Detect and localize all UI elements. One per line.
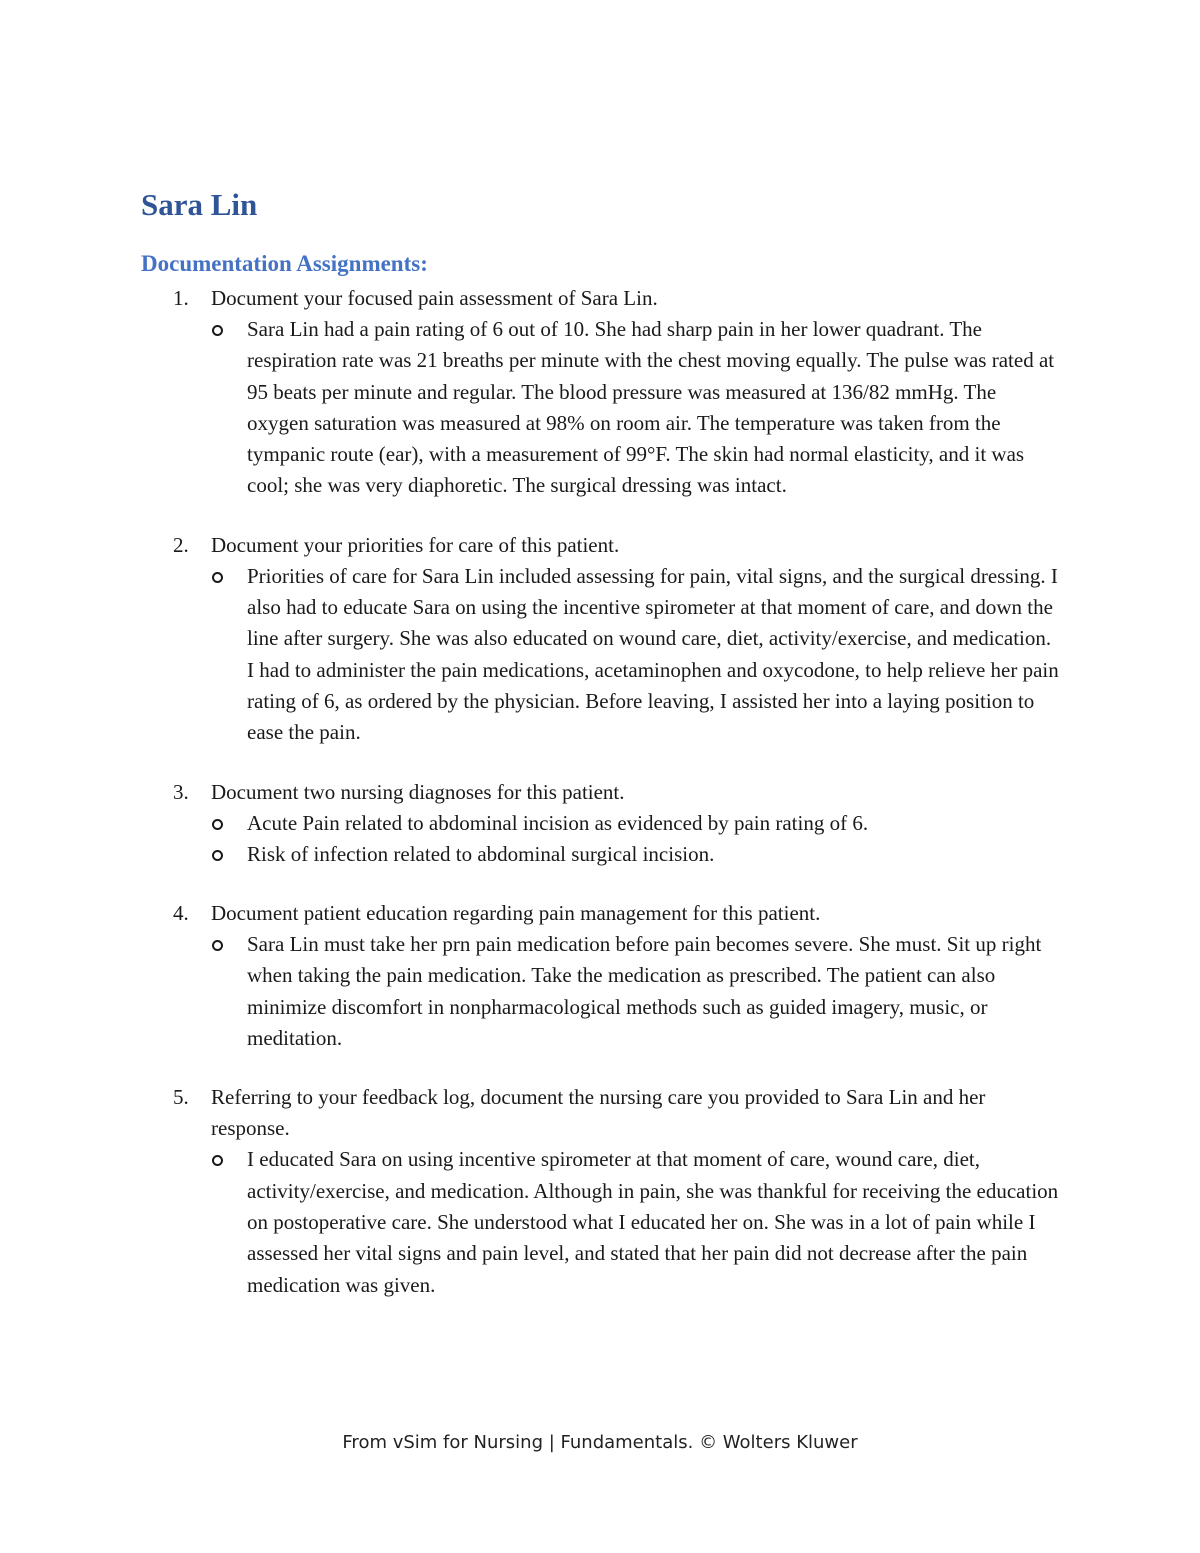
- assignment-question: Document patient education regarding pain management for this patient.: [211, 901, 821, 926]
- assignment-item-4: [0, 898, 1200, 1054]
- hollow-circle-bullet-icon: [212, 325, 223, 336]
- hollow-circle-bullet-icon: [212, 940, 223, 951]
- hollow-circle-bullet-icon: [212, 819, 223, 830]
- answer-text: Sara Lin had a pain rating of 6 out of 10. She had sharp pain in her lower quadrant. The respiration rate was 21 breaths per minute with the chest moving equally. The pulse was rated at 95 beats per minute and regular. The blood pressure was measured at 136/82 mmHg. The oxygen saturation was measured at 98% on room air. The temperature was taken from the tympanic route (ear), with a measurement of 99°F. The skin had normal elasticity, and it was cool; she was very diaphoretic. The surgical dressing was intact.: [247, 317, 1055, 498]
- page-footer: From vSim for Nursing | Fundamentals. © Wolters Kluwer: [342, 1432, 858, 1453]
- answer-item: [0, 561, 1062, 749]
- section-title: Documentation Assignments:: [141, 251, 428, 276]
- item-number: 1.: [173, 286, 189, 310]
- answer-list: [0, 1144, 1200, 1300]
- item-number: 2.: [173, 532, 189, 557]
- item-number: 4.: [173, 901, 189, 926]
- answer-item: [0, 839, 1062, 870]
- assignment-item-1: [0, 283, 1200, 502]
- answer-text: I educated Sara on using incentive spirometer at that moment of care, wound care, diet, activity/exercise, and medication. Although in pain, she was thankful for receiving the education on postoperative care. She understood what I educated her on. She was in a lot of pain while I assessed her vital signs and pain level, and stated that her pain did not decrease after the pain medication was given.: [247, 1147, 1059, 1297]
- assignment-question: Referring to your feedback log, document the nursing care you provided to Sara Lin and her response.: [211, 1085, 986, 1141]
- answer-list: [0, 561, 1200, 749]
- page-title: Sara Lin: [141, 187, 258, 222]
- answer-text: Priorities of care for Sara Lin included assessing for pain, vital signs, and the surgical dressing. I also had to educate Sara on using the incentive spirometer at that moment of care, and down the line after surgery. She was also educated on wound care, diet, activity/exercise, and medication. I had to administer the pain medications, acetaminophen and oxycodone, to help relieve her pain rating of 6, as ordered by the physician. Before leaving, I assisted her into a laying position to ease the pain.: [247, 563, 1059, 745]
- assignment-item-5: [0, 1082, 1200, 1300]
- answer-list: [0, 929, 1200, 1054]
- assignment-item-2: [0, 530, 1200, 749]
- assignment-question: Document your priorities for care of this patient.: [211, 532, 620, 557]
- answer-text: Risk of infection related to abdominal surgical incision.: [247, 841, 715, 866]
- answer-item: [0, 929, 1062, 1054]
- answer-item: [0, 1144, 1062, 1300]
- item-number: 5.: [173, 1085, 189, 1110]
- assignment-item-3: [0, 777, 1200, 871]
- hollow-circle-bullet-icon: [212, 850, 223, 861]
- hollow-circle-bullet-icon: [212, 572, 223, 583]
- assignment-question: Document two nursing diagnoses for this patient.: [211, 779, 625, 804]
- item-number: 3.: [173, 779, 189, 804]
- answer-item: [0, 314, 1062, 502]
- answer-item: [0, 808, 1062, 839]
- assignment-list: [0, 283, 1200, 1329]
- hollow-circle-bullet-icon: [212, 1155, 223, 1166]
- answer-list: [0, 314, 1200, 502]
- assignment-question: Document your focused pain assessment of Sara Lin.: [211, 286, 658, 310]
- answer-list: [0, 808, 1200, 871]
- answer-text: Sara Lin must take her prn pain medication before pain becomes severe. She must. Sit up right when taking the pain medication. Take the medication as prescribed. The patient can also minimize discomfort in nonpharmacological methods such as guided imagery, music, or meditation.: [247, 932, 1042, 1051]
- answer-text: Acute Pain related to abdominal incision as evidenced by pain rating of 6.: [247, 810, 869, 835]
